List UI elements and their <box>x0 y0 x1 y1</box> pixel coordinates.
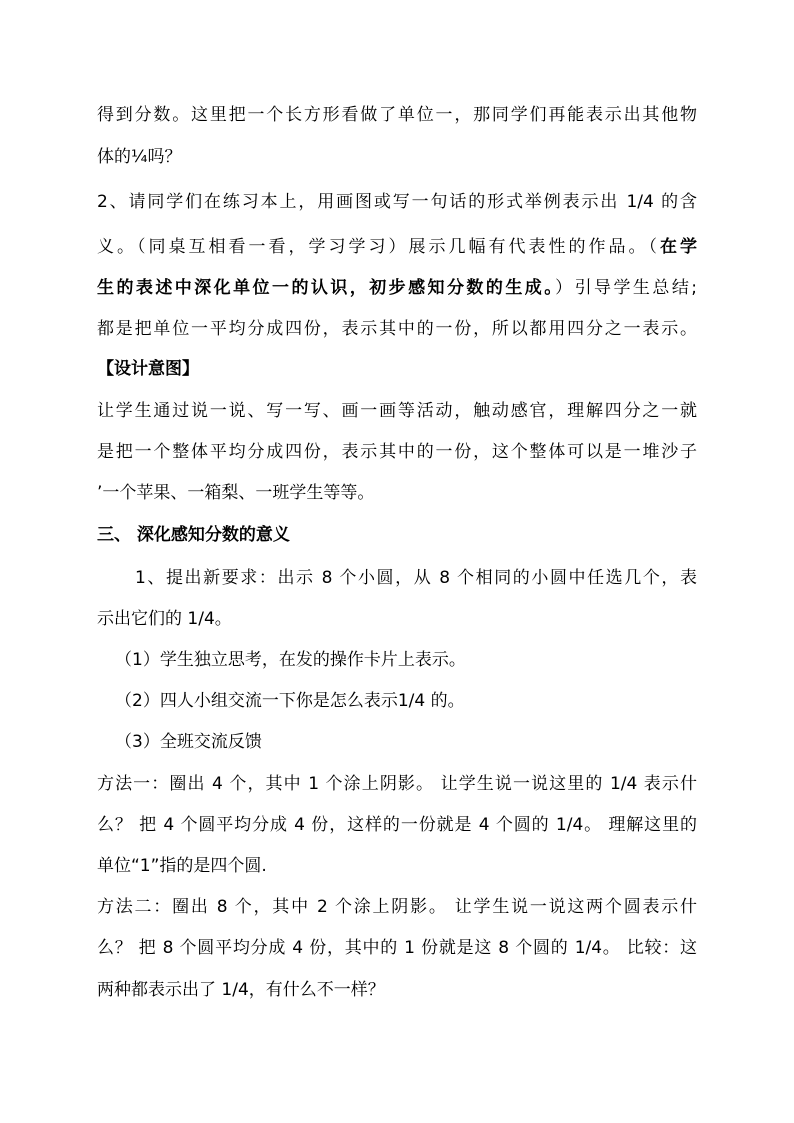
line-text: 单位“1”指的是四个圆. <box>97 856 267 876</box>
heading-text: 三、 深化感知分数的意义 <box>97 525 290 545</box>
line-text: 两种都表示出了 1/4，有什么不一样？ <box>97 980 385 1000</box>
line-text: 2、请同学们在练习本上，用画图或写一句话的形式举例表示出 1/4 的含 <box>97 192 697 212</box>
section-heading-design-intent <box>97 351 697 387</box>
paragraph-line <box>97 475 697 511</box>
line-text: ’一个苹果、一箱梨、一班学生等等。 <box>97 483 375 503</box>
list-item <box>115 683 715 719</box>
line-text: （3）全班交流反馈 <box>115 732 262 752</box>
paragraph-line <box>97 97 697 133</box>
paragraph-line <box>97 848 697 884</box>
line-text: 么？ 把 8 个圆平均分成 4 份，其中的 1 份就是这 8 个圆的 1/4。 比较：这 <box>97 938 697 958</box>
paragraph-line <box>97 393 697 429</box>
line-text: （2）四人小组交流一下你是怎么表示1/4 的。 <box>115 691 465 711</box>
paragraph-line <box>97 229 697 265</box>
paragraph-line <box>135 560 697 596</box>
paragraph-line <box>97 311 697 347</box>
paragraph-line <box>97 807 697 843</box>
paragraph-line <box>97 601 697 637</box>
line-text: 让学生通过说一说、写一写、画一画等活动，触动感官，理解四分之一就 <box>97 401 697 421</box>
line-text: 方法一：圈出 4 个，其中 1 个涂上阴影。 让学生说一说这里的 1/4 表示什 <box>97 774 697 794</box>
list-item <box>115 724 715 760</box>
section-heading-deepen <box>97 517 697 553</box>
design-note-bold: 生的表述中深化单位一的认识，初步感知分数的生成。 <box>97 278 556 298</box>
line-text: 方法二：圈出 8 个，其中 2 个涂上阴影。 让学生说一说这两个圆表示什 <box>97 897 697 917</box>
line-text: 得到分数。这里把一个长方形看做了单位一，那同学们再能表示出其他物 <box>97 105 697 125</box>
line-text: （1）学生独立思考，在发的操作卡片上表示。 <box>115 650 466 670</box>
line-text: 示出它们的 1/4。 <box>97 609 232 629</box>
line-text: 义。（同桌互相看一看，学习学习）展示几幅有代表性的作品。（ <box>97 237 660 257</box>
line-text: 都是把单位一平均分成四份，表示其中的一份，所以都用四分之一表示。 <box>97 319 697 339</box>
paragraph-line <box>97 139 697 175</box>
paragraph-line <box>97 270 697 306</box>
paragraph-line <box>97 972 697 1008</box>
paragraph-line <box>97 184 697 220</box>
line-text: 1、提出新要求：出示 8 个小圆，从 8 个相同的小圆中任选几个，表 <box>135 568 697 588</box>
line-text: 体的¼吗？ <box>97 147 182 167</box>
design-note-bold: 在学 <box>660 237 697 257</box>
line-text: 是把一个整体平均分成四份，表示其中的一份，这个整体可以是一堆沙子 <box>97 442 697 462</box>
paragraph-line <box>97 889 697 925</box>
line-text: 么？ 把 4 个圆平均分成 4 份，这样的一份就是 4 个圆的 1/4。 理解这里的 <box>97 815 697 835</box>
list-item <box>115 642 715 678</box>
heading-text: 【设计意图】 <box>97 359 199 379</box>
paragraph-line <box>97 930 697 966</box>
paragraph-line <box>97 434 697 470</box>
paragraph-line <box>97 766 697 802</box>
line-text: ）引导学生总结; <box>555 278 697 298</box>
